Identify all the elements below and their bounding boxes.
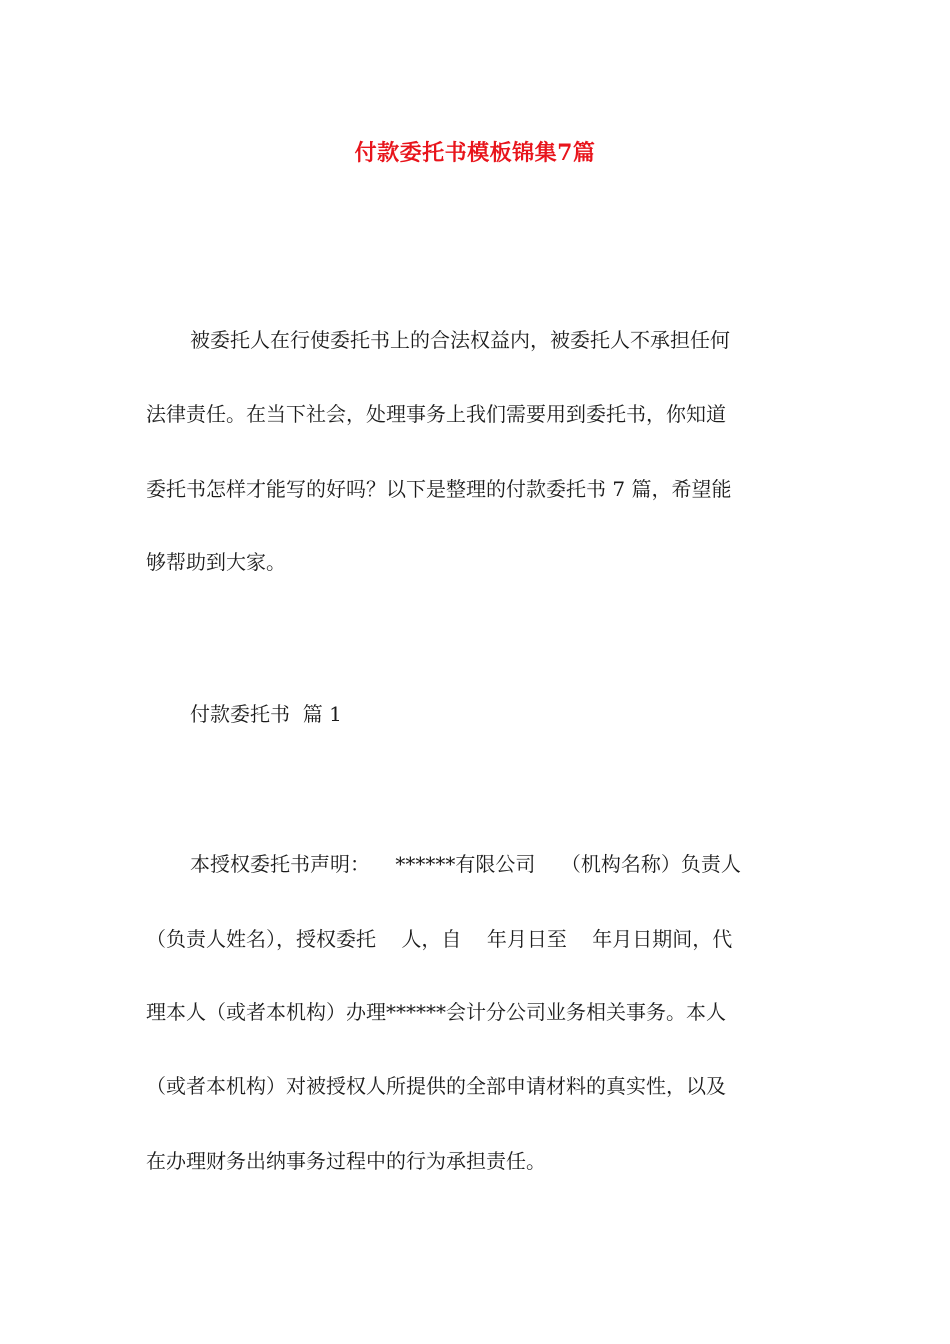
body-line-3: 理本人（或者本机构）办理******会计分公司业务相关事务。本人 (146, 1000, 726, 1024)
intro-line-3: 委托书怎样才能写的好吗？以下是整理的付款委托书 7 篇，希望能 (146, 477, 732, 501)
body-line-1: 本授权委托书声明： ******有限公司 （机构名称）负责人 (190, 852, 741, 876)
document-title: 付款委托书模板锦集7篇 (354, 140, 596, 166)
intro-line-2: 法律责任。在当下社会，处理事务上我们需要用到委托书，你知道 (146, 402, 726, 426)
intro-line-1: 被委托人在行使委托书上的合法权益内，被委托人不承担任何 (190, 328, 730, 352)
intro-line-4: 够帮助到大家。 (146, 550, 286, 574)
body-line-4: （或者本机构）对被授权人所提供的全部申请材料的真实性，以及 (146, 1074, 726, 1098)
body-line-2: （负责人姓名），授权委托 人，自 年月日至 年月日期间，代 (146, 927, 733, 951)
body-line-5: 在办理财务出纳事务过程中的行为承担责任。 (146, 1149, 546, 1173)
section-heading: 付款委托书 篇 1 (190, 702, 342, 726)
